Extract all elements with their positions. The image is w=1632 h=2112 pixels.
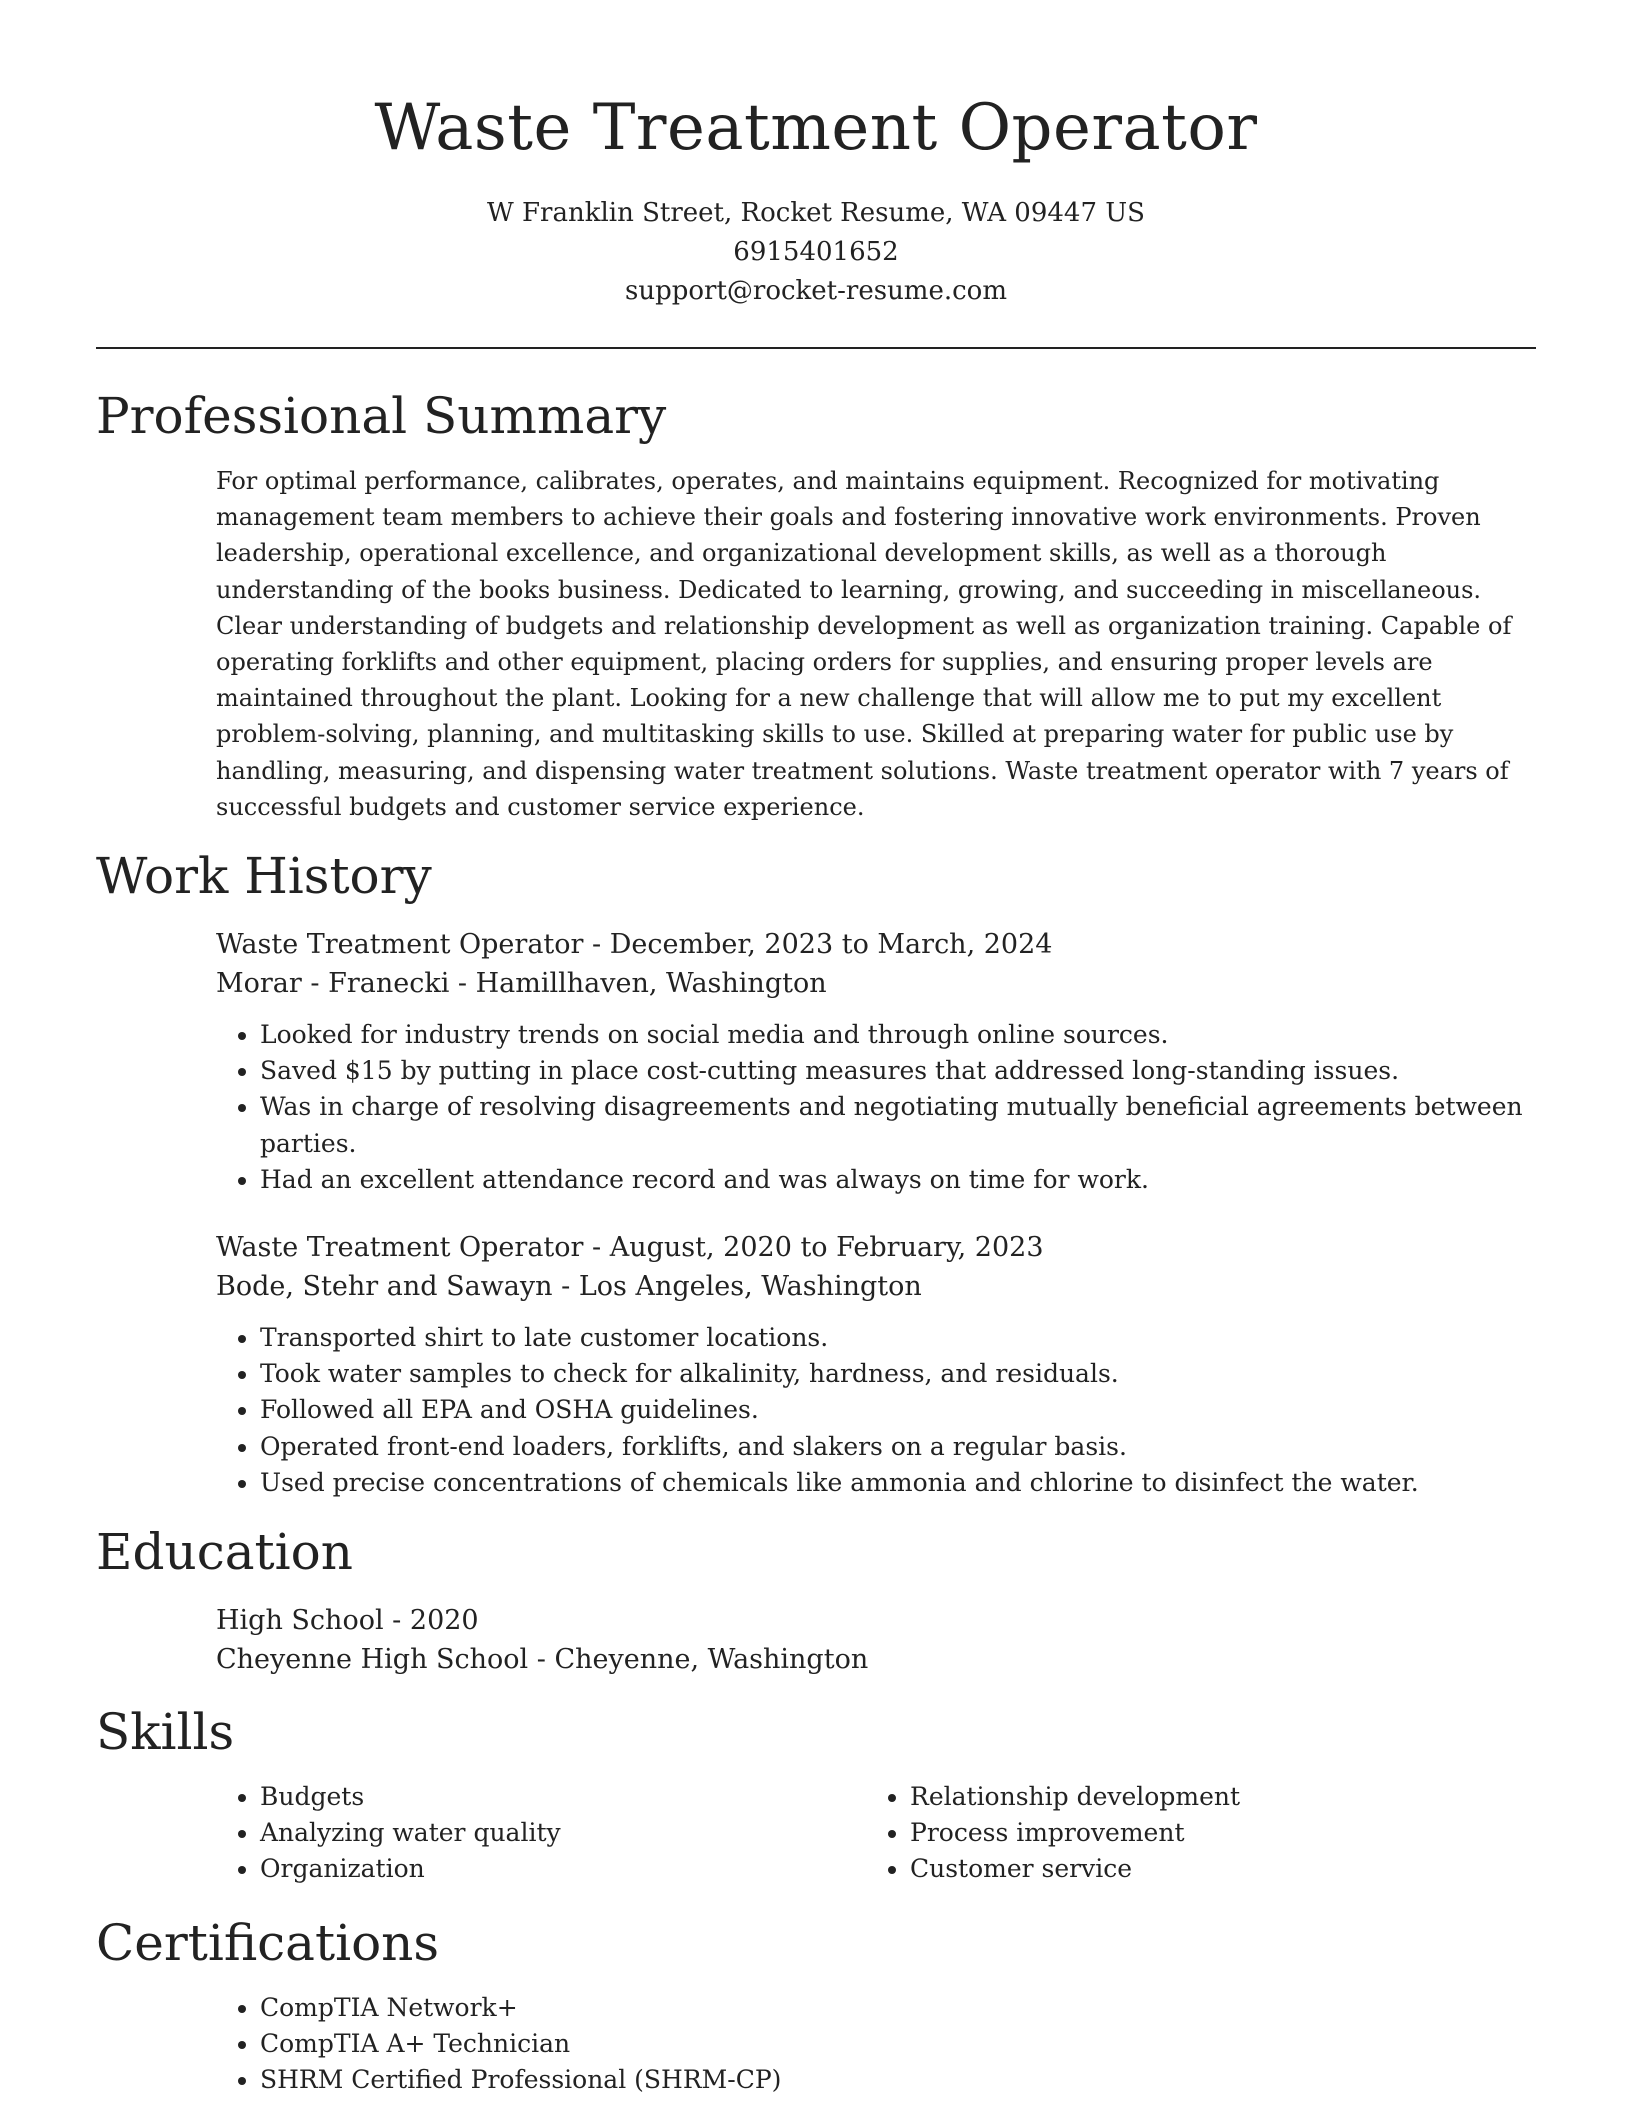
certifications-body bbox=[216, 1990, 1536, 2099]
skills-column-right bbox=[866, 1779, 1516, 1888]
education-section bbox=[96, 1521, 1536, 1679]
job-company: Morar - Franecki bbox=[216, 968, 450, 1000]
education-school: Cheyenne High School bbox=[216, 1644, 529, 1676]
section-title-skills: Skills bbox=[96, 1703, 235, 1762]
job-title-line bbox=[216, 925, 1536, 964]
skills-list-right bbox=[866, 1779, 1516, 1888]
job-title-line bbox=[216, 1228, 1536, 1267]
list-item: • Followed all EPA and OSHA guidelines. bbox=[260, 1392, 1536, 1428]
education-location: Cheyenne, Washington bbox=[554, 1644, 869, 1676]
list-item: • Was in charge of resolving disagreements and negotiating mutually beneficial agreements between parties. bbox=[260, 1089, 1536, 1161]
separator: - bbox=[552, 1271, 579, 1303]
separator: - bbox=[528, 1644, 555, 1676]
list-item: • Transported shirt to late customer locations. bbox=[260, 1320, 1536, 1356]
education-year: 2020 bbox=[409, 1605, 479, 1637]
separator: - bbox=[583, 929, 610, 961]
job-company-line bbox=[216, 964, 1536, 1003]
job-position: Waste Treatment Operator bbox=[216, 929, 584, 961]
skills-grid bbox=[216, 1779, 1536, 1888]
header-divider bbox=[96, 347, 1536, 349]
section-title-education: Education bbox=[96, 1523, 353, 1582]
certifications-section bbox=[96, 1912, 1536, 2099]
education-school-line bbox=[216, 1640, 1536, 1679]
job-location: Los Angeles, Washington bbox=[578, 1271, 922, 1303]
skills-column-left bbox=[216, 1779, 866, 1888]
list-item: • Analyzing water quality bbox=[260, 1815, 866, 1851]
contact-block bbox=[96, 194, 1536, 311]
job-dates: August, 2020 to February, 2023 bbox=[609, 1232, 1044, 1264]
separator: - bbox=[383, 1605, 410, 1637]
skills-section bbox=[96, 1701, 1536, 1888]
job-location: Hamillhaven, Washington bbox=[475, 968, 827, 1000]
job-bullets bbox=[216, 1320, 1536, 1501]
separator: - bbox=[449, 968, 476, 1000]
resume-name: Waste Treatment Operator bbox=[374, 91, 1258, 165]
contact-address: W Franklin Street, Rocket Resume, WA 09447 US bbox=[487, 198, 1145, 228]
summary-section bbox=[96, 385, 1536, 825]
job-entry bbox=[216, 1228, 1536, 1501]
list-item: • SHRM Certified Professional (SHRM-CP) bbox=[260, 2062, 1536, 2098]
list-item: • Process improvement bbox=[910, 1815, 1516, 1851]
list-item: • Organization bbox=[260, 1851, 866, 1887]
education-entry bbox=[216, 1601, 1536, 1679]
section-title-work-history: Work History bbox=[96, 847, 432, 906]
list-item: • Used precise concentrations of chemicals like ammonia and chlorine to disinfect the water. bbox=[260, 1465, 1536, 1501]
contact-email: support@rocket-resume.com bbox=[624, 276, 1007, 306]
section-title-certifications: Certifications bbox=[96, 1913, 440, 1972]
summary-text: For optimal performance, calibrates, operates, and maintains equipment. Recognized for motivating management team members to achieve their goals and fostering innovative work environments. Proven leadership, operational excellence, and organizational development skills, as well as a thorough understanding of the books business. Dedicated to learning, growing, and succeeding in miscellaneous. Clear understanding of budgets and relationship development as well as organization training. Capable of operating forklifts and other equipment, placing orders for supplies, and ensuring proper levels are maintained throughout the plant. Looking for a new challenge that will allow me to put my excellent problem-solving, planning, and multitasking skills to use. Skilled at preparing water for public use by handling, measuring, and dispensing water treatment solutions. Waste treatment operator with 7 years of successful budgets and customer service experience. bbox=[216, 467, 1512, 821]
list-item: • Had an excellent attendance record and was always on time for work. bbox=[260, 1162, 1536, 1198]
section-title-summary: Professional Summary bbox=[96, 387, 667, 445]
resume-header bbox=[96, 0, 1536, 311]
list-item: • Looked for industry trends on social media and through online sources. bbox=[260, 1017, 1536, 1053]
job-entry bbox=[216, 925, 1536, 1198]
list-item: • Saved $15 by putting in place cost-cutting measures that addressed long-standing issues. bbox=[260, 1053, 1536, 1089]
certifications-list bbox=[216, 1990, 1536, 2099]
job-company: Bode, Stehr and Sawayn bbox=[216, 1271, 553, 1303]
list-item: • CompTIA Network+ bbox=[260, 1990, 1536, 2026]
summary-body bbox=[216, 463, 1536, 825]
list-item: • Customer service bbox=[910, 1851, 1516, 1887]
list-item: • Relationship development bbox=[910, 1779, 1516, 1815]
work-history-section bbox=[96, 845, 1536, 1501]
resume-page bbox=[96, 0, 1536, 2098]
list-item: • Operated front-end loaders, forklifts, and slakers on a regular basis. bbox=[260, 1429, 1536, 1465]
list-item: • CompTIA A+ Technician bbox=[260, 2026, 1536, 2062]
skills-list-left bbox=[216, 1779, 866, 1888]
education-degree-line bbox=[216, 1601, 1536, 1640]
job-dates: December, 2023 to March, 2024 bbox=[609, 929, 1053, 961]
separator: - bbox=[583, 1232, 610, 1264]
education-degree: High School bbox=[216, 1605, 384, 1637]
job-bullets bbox=[216, 1017, 1536, 1198]
list-item: • Took water samples to check for alkalinity, hardness, and residuals. bbox=[260, 1356, 1536, 1392]
job-company-line bbox=[216, 1267, 1536, 1306]
job-position: Waste Treatment Operator bbox=[216, 1232, 584, 1264]
list-item: • Budgets bbox=[260, 1779, 866, 1815]
contact-phone: 6915401652 bbox=[733, 237, 899, 267]
